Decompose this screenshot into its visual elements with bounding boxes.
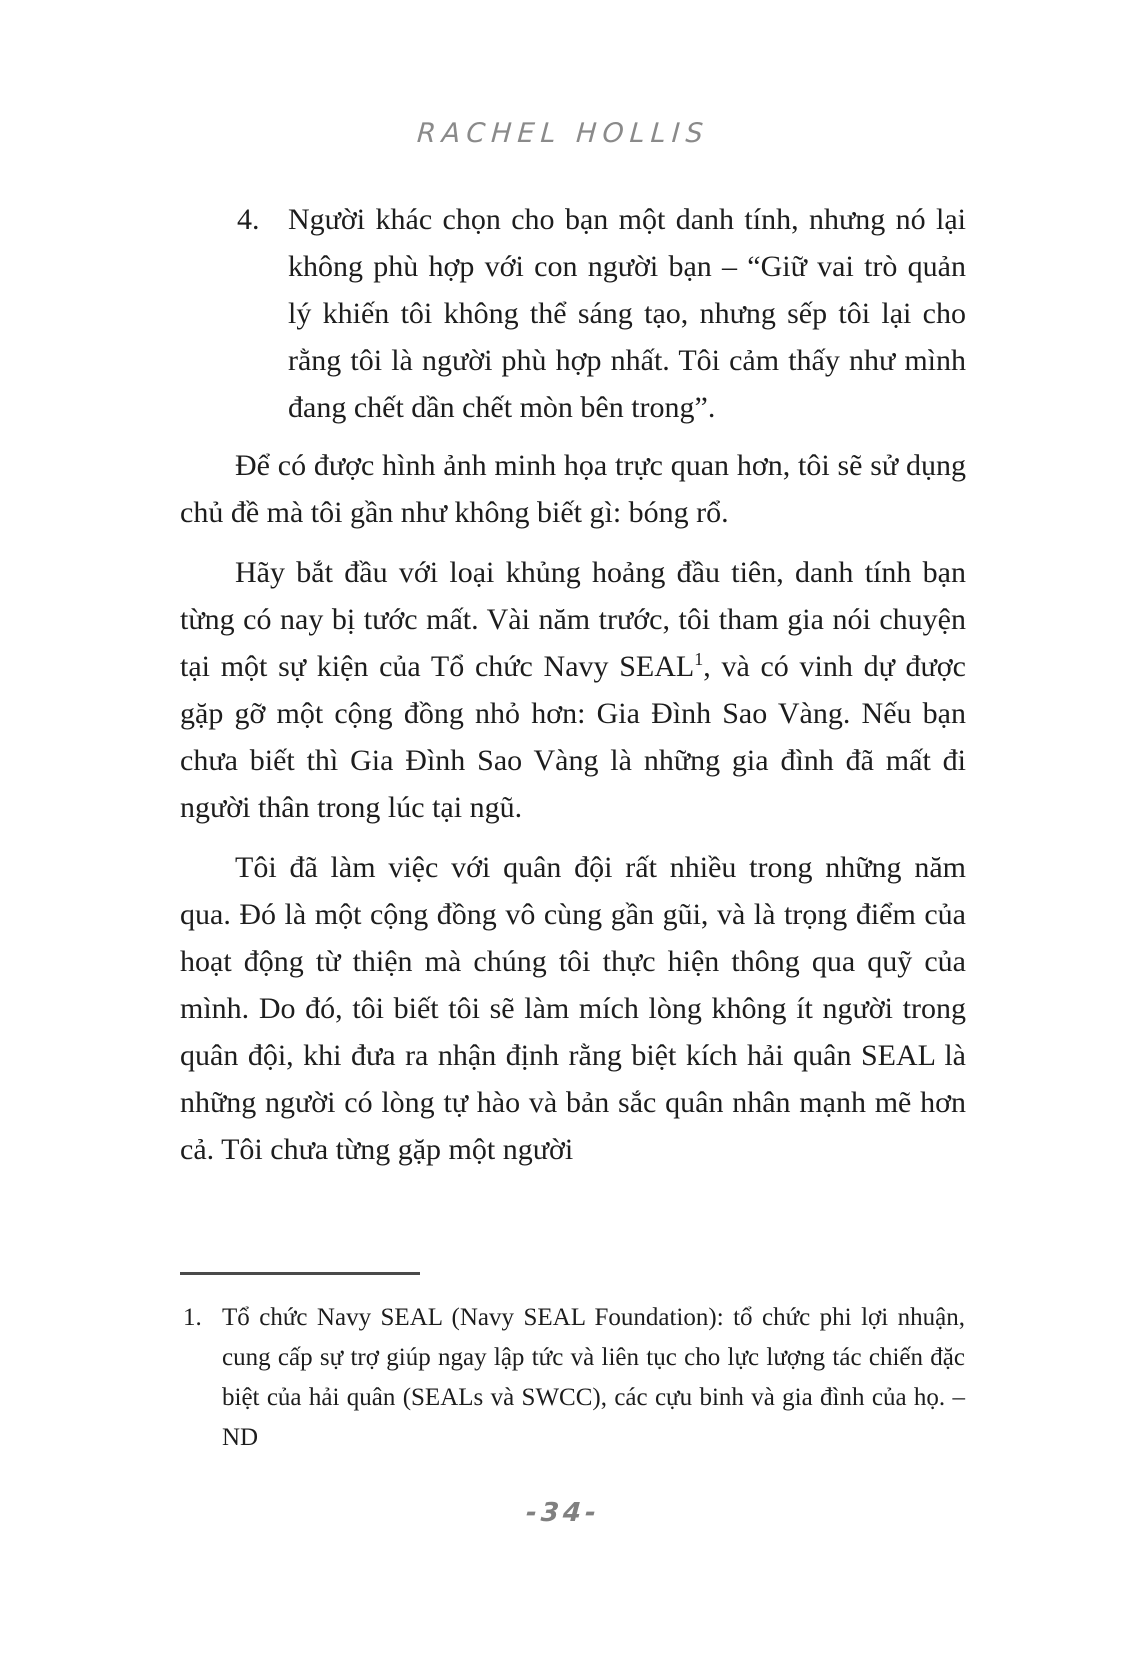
paragraph-military-community: Tôi đã làm việc với quân đội rất nhiều trong những năm qua. Đó là một cộng đồng vô cùng gần gũi, và là trọng điểm của hoạt động từ thiện mà chúng tôi thực hiện thông qua quỹ của mình. Do đó, tôi biết tôi sẽ làm mích lòng không ít người trong quân đội, khi đưa ra nhận định rằng biệt kích hải quân SEAL là những người có lòng tự hào và bản sắc quân nhân mạnh mẽ hơn cả. Tôi chưa từng gặp một người <box>180 851 966 1166</box>
footnote-divider-rule <box>180 1272 420 1275</box>
paragraph-navy-seal <box>180 549 966 831</box>
page-number: -34- <box>525 1498 601 1528</box>
list-item-text: Người khác chọn cho bạn một danh tính, nhưng nó lại không phù hợp với con người bạn – “Giữ vai trò quản lý khiến tôi không thể sáng tạo, nhưng sếp tôi lại cho rằng tôi là người phù hợp nhất. Tôi cảm thấy như mình đang chết dần chết mòn bên trong”. <box>288 203 966 424</box>
page-body <box>180 196 966 1173</box>
footnote-reference-marker: 1 <box>694 649 704 669</box>
list-item-number: 4. <box>237 203 260 236</box>
footnote-text: Tổ chức Navy SEAL (Navy SEAL Foundation): tổ chức phi lợi nhuận, cung cấp sự trợ giúp ngay lập tức và liên tục cho lực lượng tác chiến đặc biệt của hải quân (SEALs và SWCC), các cựu binh và gia đình của họ. – ND <box>222 1304 965 1451</box>
paragraph-navy-seal-text-end: , và có vinh dự được gặp gỡ một cộng đồng nhỏ hơn: Gia Đình Sao Vàng. Nếu bạn chưa biết thì Gia Đình Sao Vàng là những gia đình đã mất đi người thân trong lúc tại ngũ. <box>180 650 966 824</box>
footnote <box>183 1298 965 1458</box>
footnote-number: 1. <box>183 1304 202 1331</box>
paragraph-navy-seal-text-start: Hãy bắt đầu với loại khủng hoảng đầu tiên, danh tính bạn từng có nay bị tước mất. Vài năm trước, tôi tham gia nói chuyện tại một sự kiện của Tổ chức Navy SEAL <box>180 556 966 683</box>
paragraph-basketball-intro: Để có được hình ảnh minh họa trực quan hơn, tôi sẽ sử dụng chủ đề mà tôi gần như không biết gì: bóng rổ. <box>180 449 966 529</box>
numbered-list-item <box>237 196 966 431</box>
running-head-author: RACHEL HOLLIS <box>416 118 710 149</box>
